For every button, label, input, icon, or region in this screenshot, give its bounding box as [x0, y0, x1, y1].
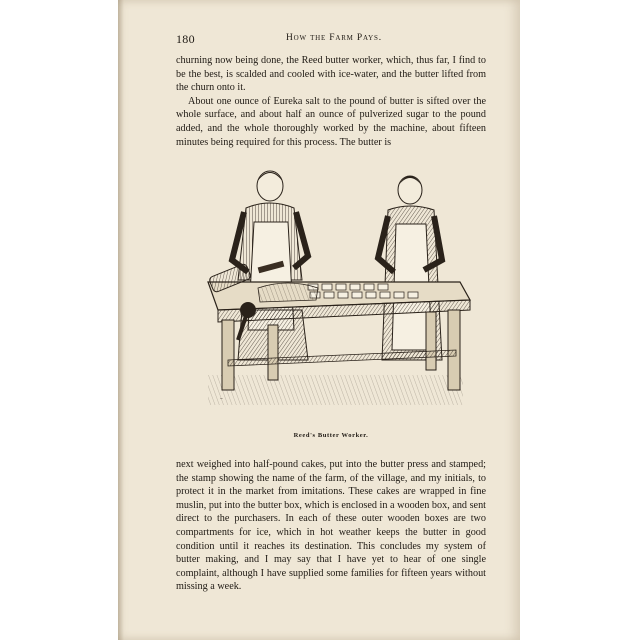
page-header — [176, 32, 486, 48]
paragraph-continued: churning now being done, the Reed butter worker, which, thus far, I find to be the best, is scalded and cooled with ice-water, and the butter lifted from the churn onto it. — [176, 55, 486, 94]
top-text-block — [176, 54, 486, 149]
spine-shadow — [118, 0, 124, 640]
running-head: How the Farm Pays. — [286, 33, 382, 43]
page-number: 180 — [176, 32, 195, 46]
butter-worker-engraving — [198, 160, 478, 425]
paragraph-salt: About one ounce of Eureka salt to the pound of butter is sifted over the whole surface, and about half an ounce of pulverized sugar to the pound added, and the whole thoroughly worked by the machine, about fifteen minutes being required for this process. The butter is — [176, 95, 486, 148]
svg-text:~: ~ — [220, 397, 223, 402]
figure-caption: Reed's Butter Worker. — [293, 432, 369, 439]
engraving-illustration — [198, 160, 478, 425]
bottom-text-block — [176, 458, 486, 594]
paragraph-weighing: next weighed into half-pound cakes, put into the butter press and stamped; the stamp showing the name of the farm, of the village, and my initials, to protect it in the market from imitations. These cakes are wrapped in fine muslin, put into the butter box, which is enclosed in a wooden box, and sent direct to the purchasers. In each of these outer wooden boxes are two compartments for ice, which in hot weather keeps the butter in good condition until it reaches its destination. This concludes my system of butter making, and I may say that I have yet to hear of one single complaint, although I have supplied some families for fifteen years without missing a week. — [176, 459, 486, 593]
